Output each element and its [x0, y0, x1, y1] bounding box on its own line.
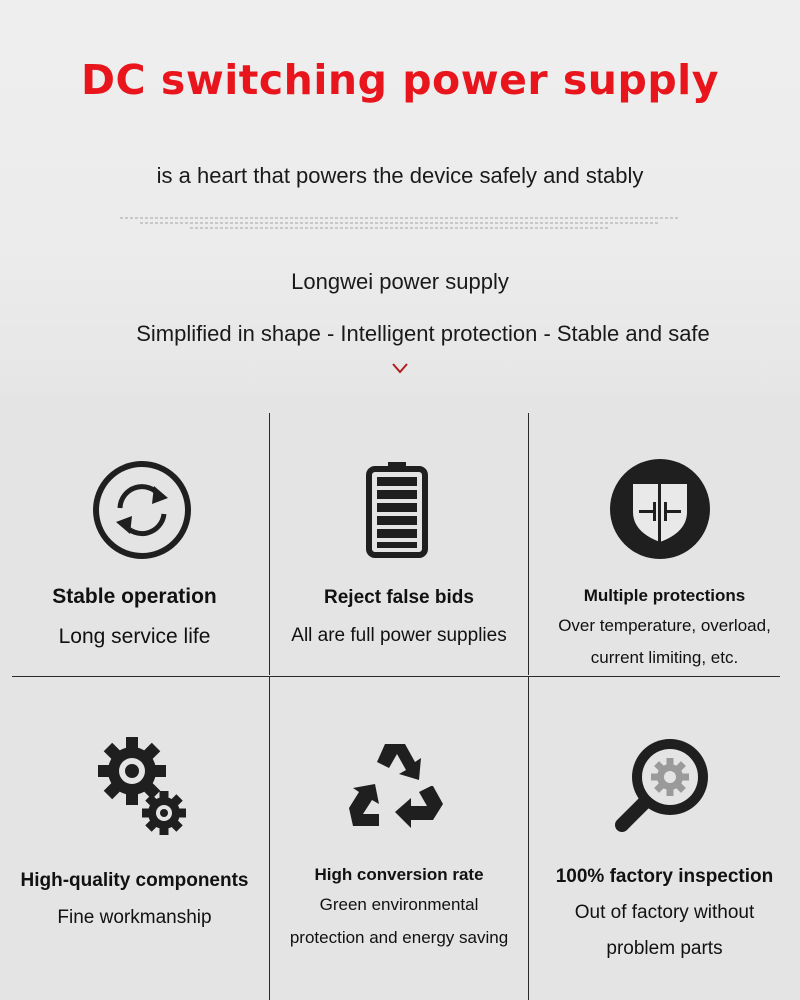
feature-title: Stable operation — [52, 585, 217, 608]
page-title: DC switching power supply — [81, 56, 719, 104]
page-subtitle: is a heart that powers the device safely and stably — [156, 163, 644, 188]
feature-description: All are full power supplies — [291, 625, 507, 646]
decorative-fine-text-line — [140, 222, 660, 224]
intro-section — [0, 0, 800, 395]
feature-description: Over temperature, overload, — [558, 616, 771, 635]
feature-description: Out of factory without — [574, 902, 755, 923]
magnifier-gear-icon — [614, 735, 714, 835]
feature-description: Green environmental — [319, 895, 479, 914]
tagline: Simplified in shape - Intelligent protection - Stable and safe — [136, 321, 710, 346]
feature-card — [0, 395, 269, 676]
shield-capacitor-icon — [609, 458, 711, 560]
feature-card — [529, 395, 800, 676]
feature-description: Fine workmanship — [57, 907, 212, 928]
feature-card — [529, 677, 800, 1000]
decorative-fine-text-line — [190, 227, 610, 229]
battery-full-icon — [366, 462, 428, 558]
feature-description: current limiting, etc. — [590, 648, 739, 667]
feature-title: Multiple protections — [583, 586, 746, 605]
feature-title: 100% factory inspection — [555, 866, 774, 887]
gears-icon — [98, 735, 190, 835]
feature-description: protection and energy saving — [289, 928, 509, 947]
brand-name: Longwei power supply — [291, 269, 509, 294]
feature-card — [270, 395, 528, 676]
feature-description: Long service life — [58, 625, 211, 648]
feature-title: High conversion rate — [314, 865, 484, 884]
feature-card — [270, 677, 528, 1000]
feature-title: Reject false bids — [324, 587, 474, 608]
feature-description: problem parts — [606, 938, 723, 959]
feature-title: High-quality components — [20, 870, 249, 891]
recycle-icon — [349, 740, 445, 832]
feature-card — [0, 677, 269, 1000]
refresh-cycle-icon — [90, 458, 194, 562]
decorative-fine-text-line — [120, 217, 680, 219]
chevron-down-icon — [391, 362, 409, 374]
feature-grid — [0, 395, 800, 1000]
